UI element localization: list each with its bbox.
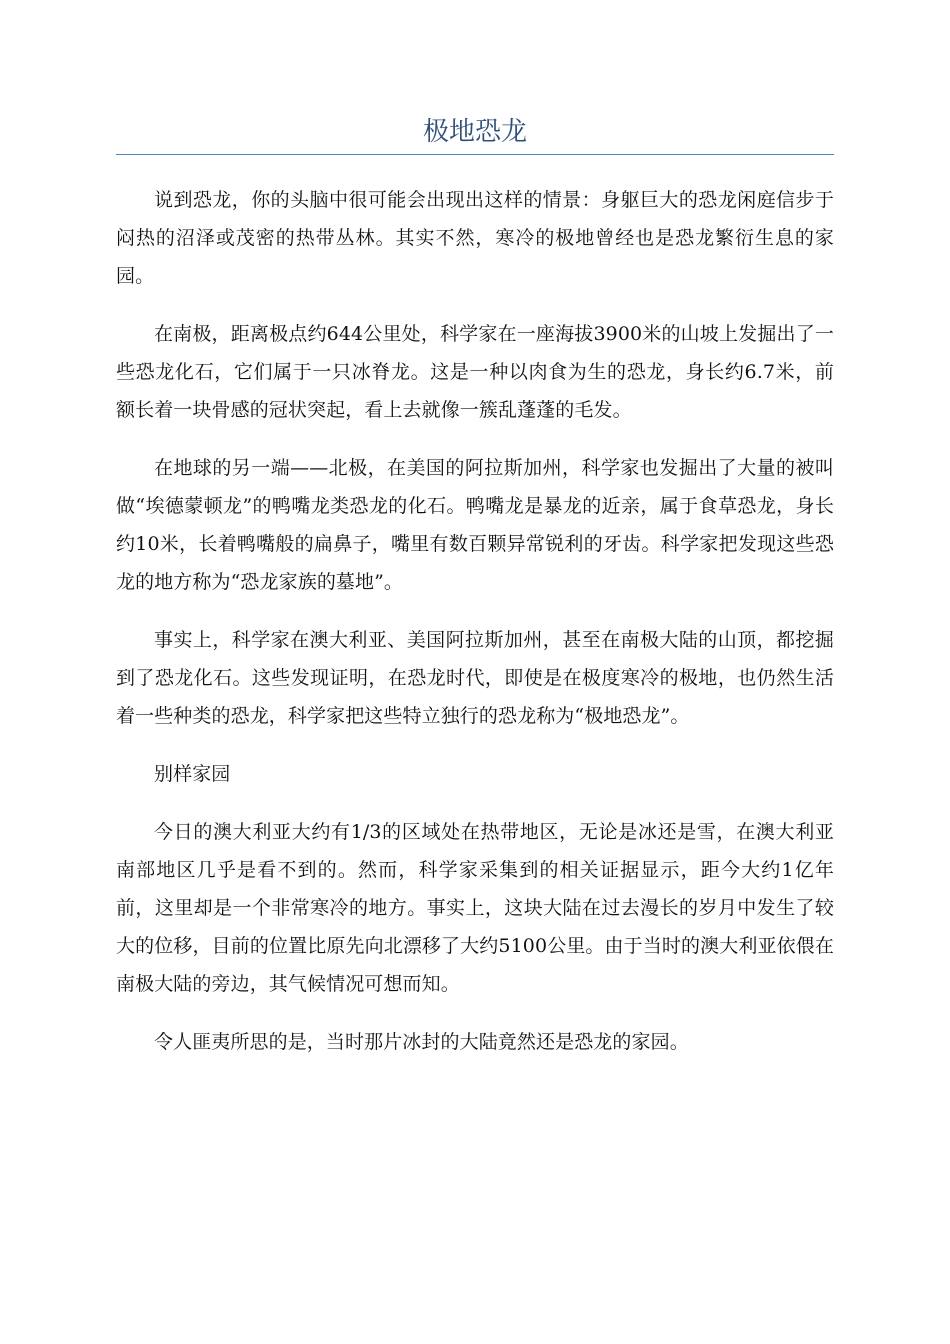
paragraph-polar-dinosaurs: 事实上，科学家在澳大利亚、美国阿拉斯加州，甚至在南极大陆的山顶，都挖掘到了恐龙化石。这些发现证明，在恐龙时代，即使是在极度寒冷的极地，也仍然生活着一些种类的恐龙，科学家把这些特立独行的恐龙称为“极地恐龙”。 — [116, 629, 834, 727]
paragraph-australia: 今日的澳大利亚大约有1/3的区域处在热带地区，无论是冰还是雪，在澳大利亚南部地区几乎是看不到的。然而，科学家采集到的相关证据显示，距今大约1亿年前，这里却是一个非常寒冷的地方。事实上，这块大陆在过去漫长的岁月中发生了较大的位移，目前的位置比原先向北漂移了大约5100公里。由于当时的澳大利亚依偎在南极大陆的旁边，其气候情况可想而知。 — [116, 821, 834, 995]
paragraph-intro: 说到恐龙，你的头脑中很可能会出现出这样的情景：身躯巨大的恐龙闲庭信步于闷热的沼泽或茂密的热带丛林。其实不然，寒冷的极地曾经也是恐龙繁衍生息的家园。 — [116, 189, 834, 287]
paragraph-arctic: 在地球的另一端——北极，在美国的阿拉斯加州，科学家也发掘出了大量的被叫做“埃德蒙顿龙”的鸭嘴龙类恐龙的化石。鸭嘴龙是暴龙的近亲，属于食草恐龙，身长约10米，长着鸭嘴般的扁鼻子，嘴里有数百颗异常锐利的牙齿。科学家把发现这些恐龙的地方称为“恐龙家族的墓地”。 — [116, 457, 834, 593]
title-underline — [116, 154, 834, 155]
section-heading: 别样家园 — [154, 763, 231, 785]
document-title: 极地恐龙 — [422, 117, 527, 147]
paragraph-antarctic: 在南极，距离极点约644公里处，科学家在一座海拔3900米的山坡上发掘出了一些恐龙化石，它们属于一只冰脊龙。这是一种以肉食为生的恐龙，身长约6.7米，前额长着一块骨感的冠状突起，看上去就像一簇乱蓬蓬的毛发。 — [116, 323, 834, 421]
document-page — [116, 112, 834, 1081]
paragraph-frozen-home: 令人匪夷所思的是，当时那片冰封的大陆竟然还是恐龙的家园。 — [154, 1031, 689, 1053]
